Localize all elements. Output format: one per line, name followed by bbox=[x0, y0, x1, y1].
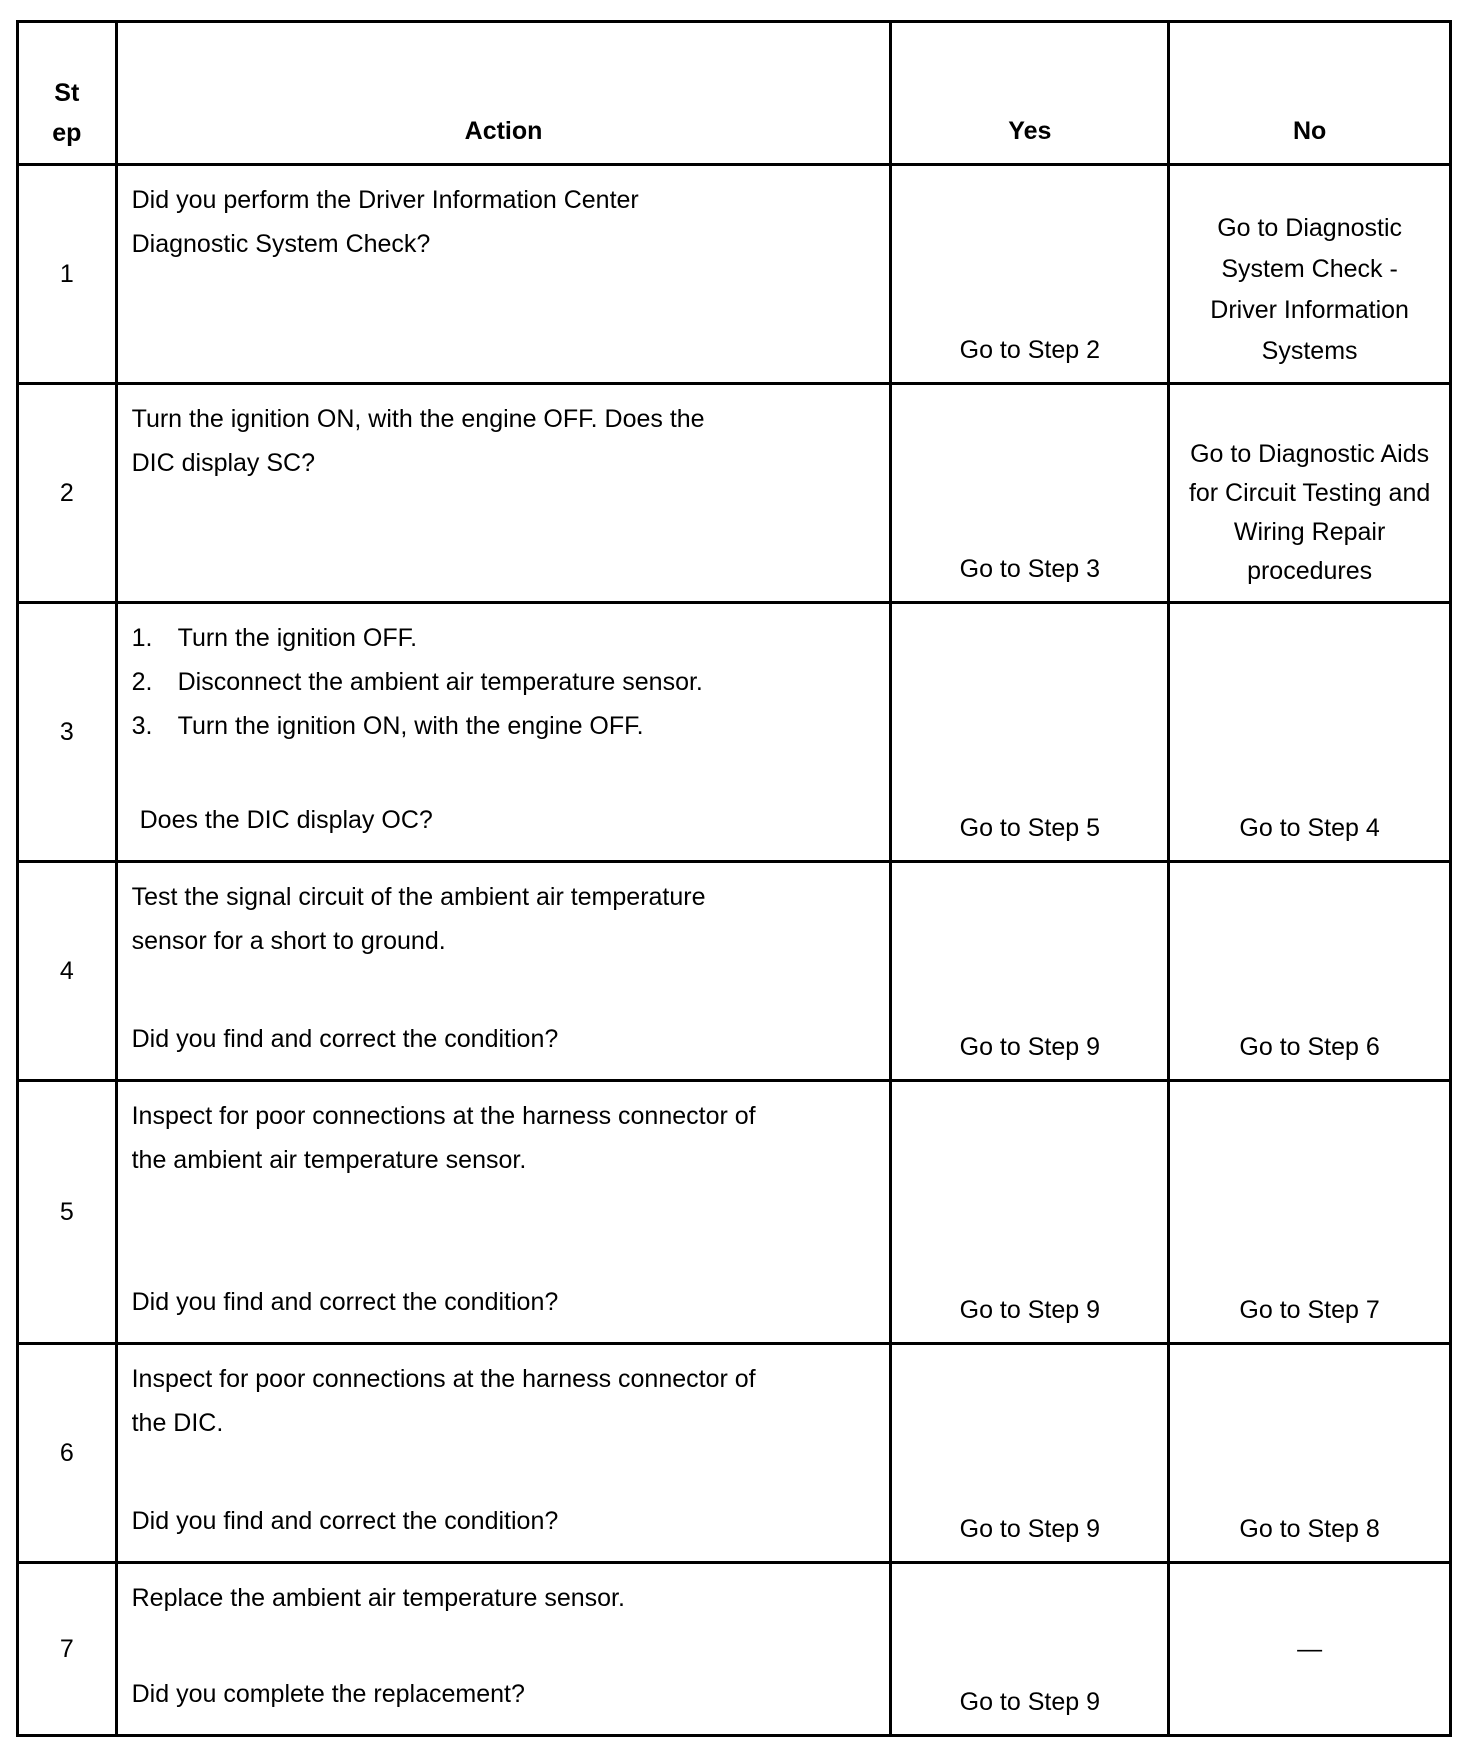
yes-cell: Go to Step 3 bbox=[891, 384, 1169, 603]
action-text: Replace the ambient air temperature sensor. bbox=[131, 1584, 625, 1612]
no-cell: Go to Step 7 bbox=[1169, 1081, 1451, 1344]
no-cell: — bbox=[1169, 1563, 1451, 1736]
step-number: 7 bbox=[18, 1563, 117, 1736]
action-cell bbox=[116, 1344, 891, 1563]
no-cell: Go to Step 6 bbox=[1169, 862, 1451, 1081]
yes-cell: Go to Step 9 bbox=[891, 862, 1169, 1081]
yes-cell: Go to Step 5 bbox=[891, 603, 1169, 862]
table-row bbox=[18, 603, 1451, 862]
header-yes: Yes bbox=[891, 22, 1169, 165]
action-cell bbox=[116, 1563, 891, 1736]
substep-text: Turn the ignition OFF. bbox=[177, 624, 418, 652]
action-text: the ambient air temperature sensor. bbox=[131, 1146, 527, 1174]
action-text: sensor for a short to ground. bbox=[131, 927, 446, 955]
no-cell: Go to Step 8 bbox=[1169, 1344, 1451, 1563]
substep-number: 1. bbox=[131, 624, 153, 652]
no-cell: Go to Step 4 bbox=[1169, 603, 1451, 862]
no-cell: Go to Diagnostic System Check - Driver Information Systems bbox=[1169, 165, 1451, 384]
header-no: No bbox=[1169, 22, 1451, 165]
header-step bbox=[18, 22, 117, 165]
table-row bbox=[18, 862, 1451, 1081]
header-step-line1: St bbox=[54, 79, 80, 107]
yes-cell: Go to Step 9 bbox=[891, 1563, 1169, 1736]
header-row bbox=[18, 22, 1451, 165]
list-item bbox=[132, 704, 880, 748]
list-item bbox=[132, 616, 880, 660]
table-row bbox=[18, 1081, 1451, 1344]
action-question: Did you find and correct the condition? bbox=[131, 1025, 559, 1053]
action-text: Diagnostic System Check? bbox=[131, 230, 431, 258]
substep-list bbox=[132, 616, 880, 748]
table-row bbox=[18, 384, 1451, 603]
substep-text: Disconnect the ambient air temperature sensor. bbox=[177, 668, 703, 696]
action-cell bbox=[116, 165, 891, 384]
action-text: the DIC. bbox=[131, 1409, 224, 1437]
header-step-line2: ep bbox=[52, 119, 82, 147]
substep-number: 3. bbox=[131, 712, 153, 740]
yes-cell: Go to Step 9 bbox=[891, 1344, 1169, 1563]
header-action: Action bbox=[116, 22, 891, 165]
action-question: Did you find and correct the condition? bbox=[131, 1288, 559, 1316]
step-number: 1 bbox=[18, 165, 117, 384]
yes-cell: Go to Step 9 bbox=[891, 1081, 1169, 1344]
step-number: 6 bbox=[18, 1344, 117, 1563]
action-question: Does the DIC display OC? bbox=[139, 806, 433, 834]
action-text: Inspect for poor connections at the harness connector of bbox=[131, 1102, 756, 1130]
action-text: Did you perform the Driver Information Center bbox=[131, 186, 639, 214]
action-text: Inspect for poor connections at the harness connector of bbox=[131, 1365, 756, 1393]
table-row bbox=[18, 1344, 1451, 1563]
list-item bbox=[132, 660, 880, 704]
action-text: Test the signal circuit of the ambient air temperature bbox=[131, 883, 706, 911]
action-text: Turn the ignition ON, with the engine OFF. Does the bbox=[131, 405, 705, 433]
step-number: 2 bbox=[18, 384, 117, 603]
substep-number: 2. bbox=[131, 668, 153, 696]
action-text: DIC display SC? bbox=[131, 449, 316, 477]
action-question: Did you complete the replacement? bbox=[131, 1680, 525, 1708]
yes-cell: Go to Step 2 bbox=[891, 165, 1169, 384]
table-row bbox=[18, 1563, 1451, 1736]
table-row bbox=[18, 165, 1451, 384]
action-cell bbox=[116, 1081, 891, 1344]
action-cell bbox=[116, 603, 891, 862]
step-number: 3 bbox=[18, 603, 117, 862]
step-number: 4 bbox=[18, 862, 117, 1081]
action-cell bbox=[116, 862, 891, 1081]
substep-text: Turn the ignition ON, with the engine OFF. bbox=[177, 712, 644, 740]
diagnostic-table bbox=[16, 20, 1452, 1737]
action-cell bbox=[116, 384, 891, 603]
no-cell: Go to Diagnostic Aids for Circuit Testing and Wiring Repair procedures bbox=[1169, 384, 1451, 603]
action-question: Did you find and correct the condition? bbox=[131, 1507, 559, 1535]
step-number: 5 bbox=[18, 1081, 117, 1344]
